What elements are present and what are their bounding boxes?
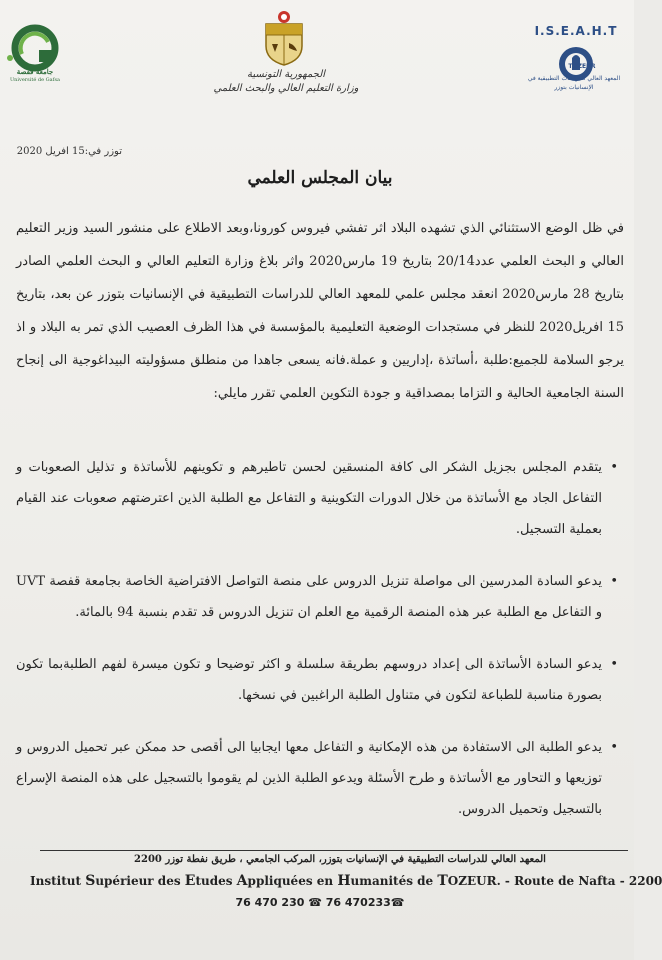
university-logo-label: جامعة قفصة Université de Gafsa bbox=[2, 68, 68, 84]
footer-address-fr: Institut Supérieur des Etudes Appliquées en Humanités de TOZEUR. - Route de Nafta - 2200 bbox=[30, 873, 662, 889]
decisions-list bbox=[16, 452, 624, 846]
document-date: توزر في:15 افريل 2020 bbox=[16, 146, 122, 157]
ministry-label: وزارة التعليم العالي والبحث العلمي bbox=[213, 83, 359, 94]
institute-city: TOZEUR bbox=[568, 63, 596, 70]
footer-phone: 76 470 230 ☎ 76 470233☎ bbox=[235, 896, 405, 909]
header-ministry-block bbox=[170, 68, 402, 96]
list-item: • يتقدم المجلس بجزيل الشكر الى كافة المنسقين لحسن تاطيرهم و تكوينهم للأساتذة و تذليل الصعوبات و التفاعل الجاد مع الأساتذة من خلال الدورات التكوينية و التفاعل مع الطلبة الذين اعترضتهم صعوبات عند القيام بعملية التسجيل. bbox=[16, 452, 624, 545]
list-item: • يدعو السادة المدرسين الى مواصلة تنزيل الدروس على منصة التواصل الافتراضية الخاصة بجامعة قفصة UVT و التفاعل مع الطلبة عبر هذه المنصة الرقمية مع العلم ان تنزيل الدروس قد تقدم بنسبة 94 بالمائة. bbox=[16, 566, 624, 628]
list-item: • يدعو الطلبة الى الاستفادة من هذه الإمكانية و التفاعل معها ايجابيا الى أقصى حد ممكن عبر تحميل الدروس و توزيعها و التحاور مع الأساتذة و طرح الأسئلة ويدعو الطلبة الذين لم يقوموا بالتسجيل على هذه المنصة الإسراع بالتسجيل وتحميل الدروس. bbox=[16, 732, 624, 825]
tunisia-coat-of-arms-icon bbox=[262, 10, 306, 66]
university-logo-sub: Université de Gafsa bbox=[9, 77, 61, 83]
republic-label: الجمهورية التونسية bbox=[246, 69, 326, 80]
institute-acronym: I.S.E.A.H.T bbox=[534, 24, 618, 38]
institute-logo-text: المعهد العالي للدراسات التطبيقية في الإنسانيات بتوزر bbox=[527, 75, 621, 91]
footer-address-ar: المعهد العالي للدراسات التطبيقية في الإنسانيات بتوزر، المركب الجامعي ، طريق نفطة توزر 2200 bbox=[134, 854, 546, 865]
footer-divider bbox=[40, 850, 628, 851]
list-item: • يدعو السادة الأساتذة الى إعداد دروسهم بطريقة سلسلة و اكثر توضيحا و تكون ميسرة لفهم الطلبةبما تكون بصورة مناسبة للطباعة لتكون في متناول الطلبة الراغبين في نسخها. bbox=[16, 649, 624, 711]
intro-paragraph: في ظل الوضع الاستثنائي الذي تشهده البلاد اثر تفشي فيروس كورونا،وبعد الاطلاع على منشور السيد وزير التعليم العالي و البحث العلمي عدد20/14 بتاريخ 19 مارس2020 واثر بلاغ وزارة التعليم العالي و البحث العلمي الصادر بتاريخ 28 مارس2020 انعقد مجلس علمي للمعهد العالي للدراسات التطبيقية في الإنسانيات بتوزر عن بعد، بتاريخ 15 افريل2020 للنظر في مستجدات الوضعية التعليمية بالمؤسسة في هذا الظرف العصيب الذي تمر به البلاد و اذ يرجو السلامة للجميع:طلبة ،أساتذة ،إداريين و عملة.فانه يسعى جاهدا من منطلق مسؤوليته البيداغوجية الى إنجاح السنة الجامعية الحالية و التزاما بمصداقية و جودة التكوين العلمي تقرر مايلي: bbox=[16, 221, 624, 401]
page-title: بيان المجلس العلمي bbox=[247, 168, 393, 188]
